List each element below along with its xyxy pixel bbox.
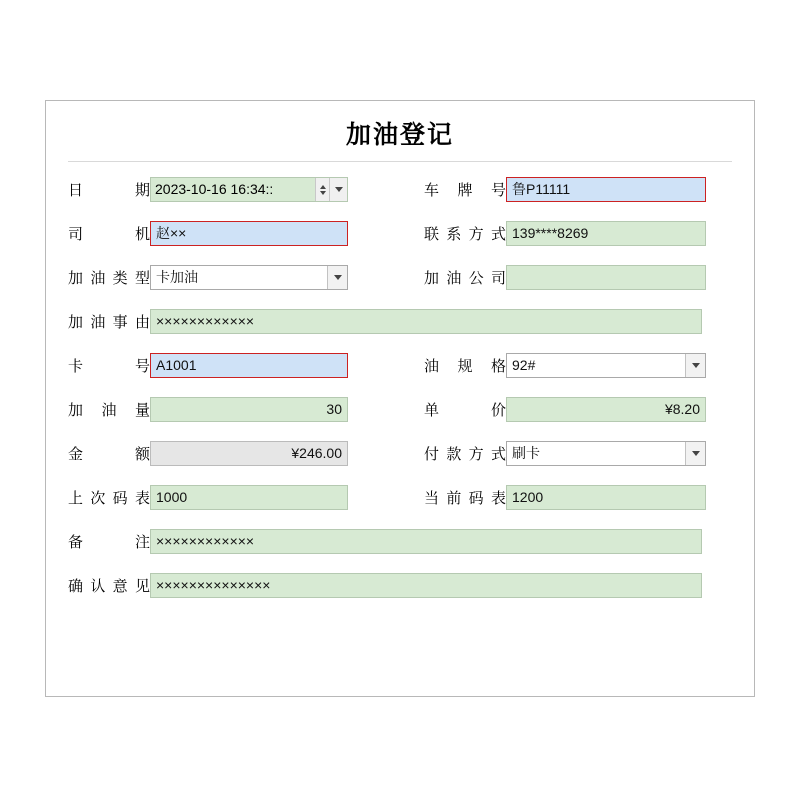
label-date: 日 期 [68,182,150,199]
date-input[interactable] [150,177,348,202]
spinner-updown-icon[interactable] [315,178,329,201]
previous-odometer-input[interactable]: 1000 [150,485,348,510]
form-row [46,308,754,335]
refuel-volume-input[interactable]: 30 [150,397,348,422]
refuel-reason-input[interactable]: ×××××××××××× [150,309,702,334]
label-refuel-company: 加油公司 [424,270,506,287]
label-plate-number: 车 牌 号 [424,182,506,199]
form-row [46,440,754,467]
remark-input[interactable]: ×××××××××××× [150,529,702,554]
oil-spec-value: 92# [512,357,536,373]
unit-price-input[interactable]: ¥8.20 [506,397,706,422]
current-odometer-input[interactable]: 1200 [506,485,706,510]
payment-method-select[interactable] [506,441,706,466]
form-row [46,264,754,291]
label-confirmation-opinion: 确认意见 [68,578,150,595]
form-row [46,396,754,423]
label-payment-method: 付款方式 [424,446,506,463]
label-contact: 联系方式 [424,226,506,243]
driver-input[interactable]: 赵×× [150,221,348,246]
label-unit-price: 单 价 [424,402,506,419]
chevron-down-icon[interactable] [685,353,705,378]
label-card-number: 卡 号 [68,358,150,375]
form-row [46,352,754,379]
label-oil-spec: 油 规 格 [424,358,506,375]
page-title: 加油登记 [345,121,454,149]
label-refuel-type: 加油类型 [68,270,150,287]
refuel-type-value: 卡加油 [156,269,198,285]
contact-input[interactable]: 139****8269 [506,221,706,246]
gas-refuel-registration-form [45,100,755,697]
oil-spec-select[interactable] [506,353,706,378]
form-row [46,176,754,203]
confirmation-opinion-input[interactable]: ×××××××××××××× [150,573,702,598]
refuel-type-select[interactable] [150,265,348,290]
form-row [46,528,754,555]
title-divider [68,161,732,162]
label-refuel-reason: 加油事由 [68,314,150,331]
date-value: 2023-10-16 16:34:: [155,181,274,197]
form-row [46,484,754,511]
payment-method-value: 刷卡 [512,445,540,461]
refuel-company-input[interactable] [506,265,706,290]
chevron-down-icon[interactable] [329,178,347,201]
form-row [46,220,754,247]
label-remark: 备 注 [68,534,150,551]
chevron-down-icon[interactable] [685,441,705,466]
label-previous-odometer: 上次码表 [68,490,150,507]
form-row [46,572,754,599]
label-driver: 司 机 [68,226,150,243]
label-amount: 金 额 [68,446,150,463]
label-refuel-volume: 加 油 量 [68,402,150,419]
label-current-odometer: 当前码表 [424,490,506,507]
card-number-input[interactable]: A1001 [150,353,348,378]
chevron-down-icon[interactable] [327,265,347,290]
plate-number-input[interactable]: 鲁P11111 [506,177,706,202]
amount-value: ¥246.00 [150,441,348,466]
